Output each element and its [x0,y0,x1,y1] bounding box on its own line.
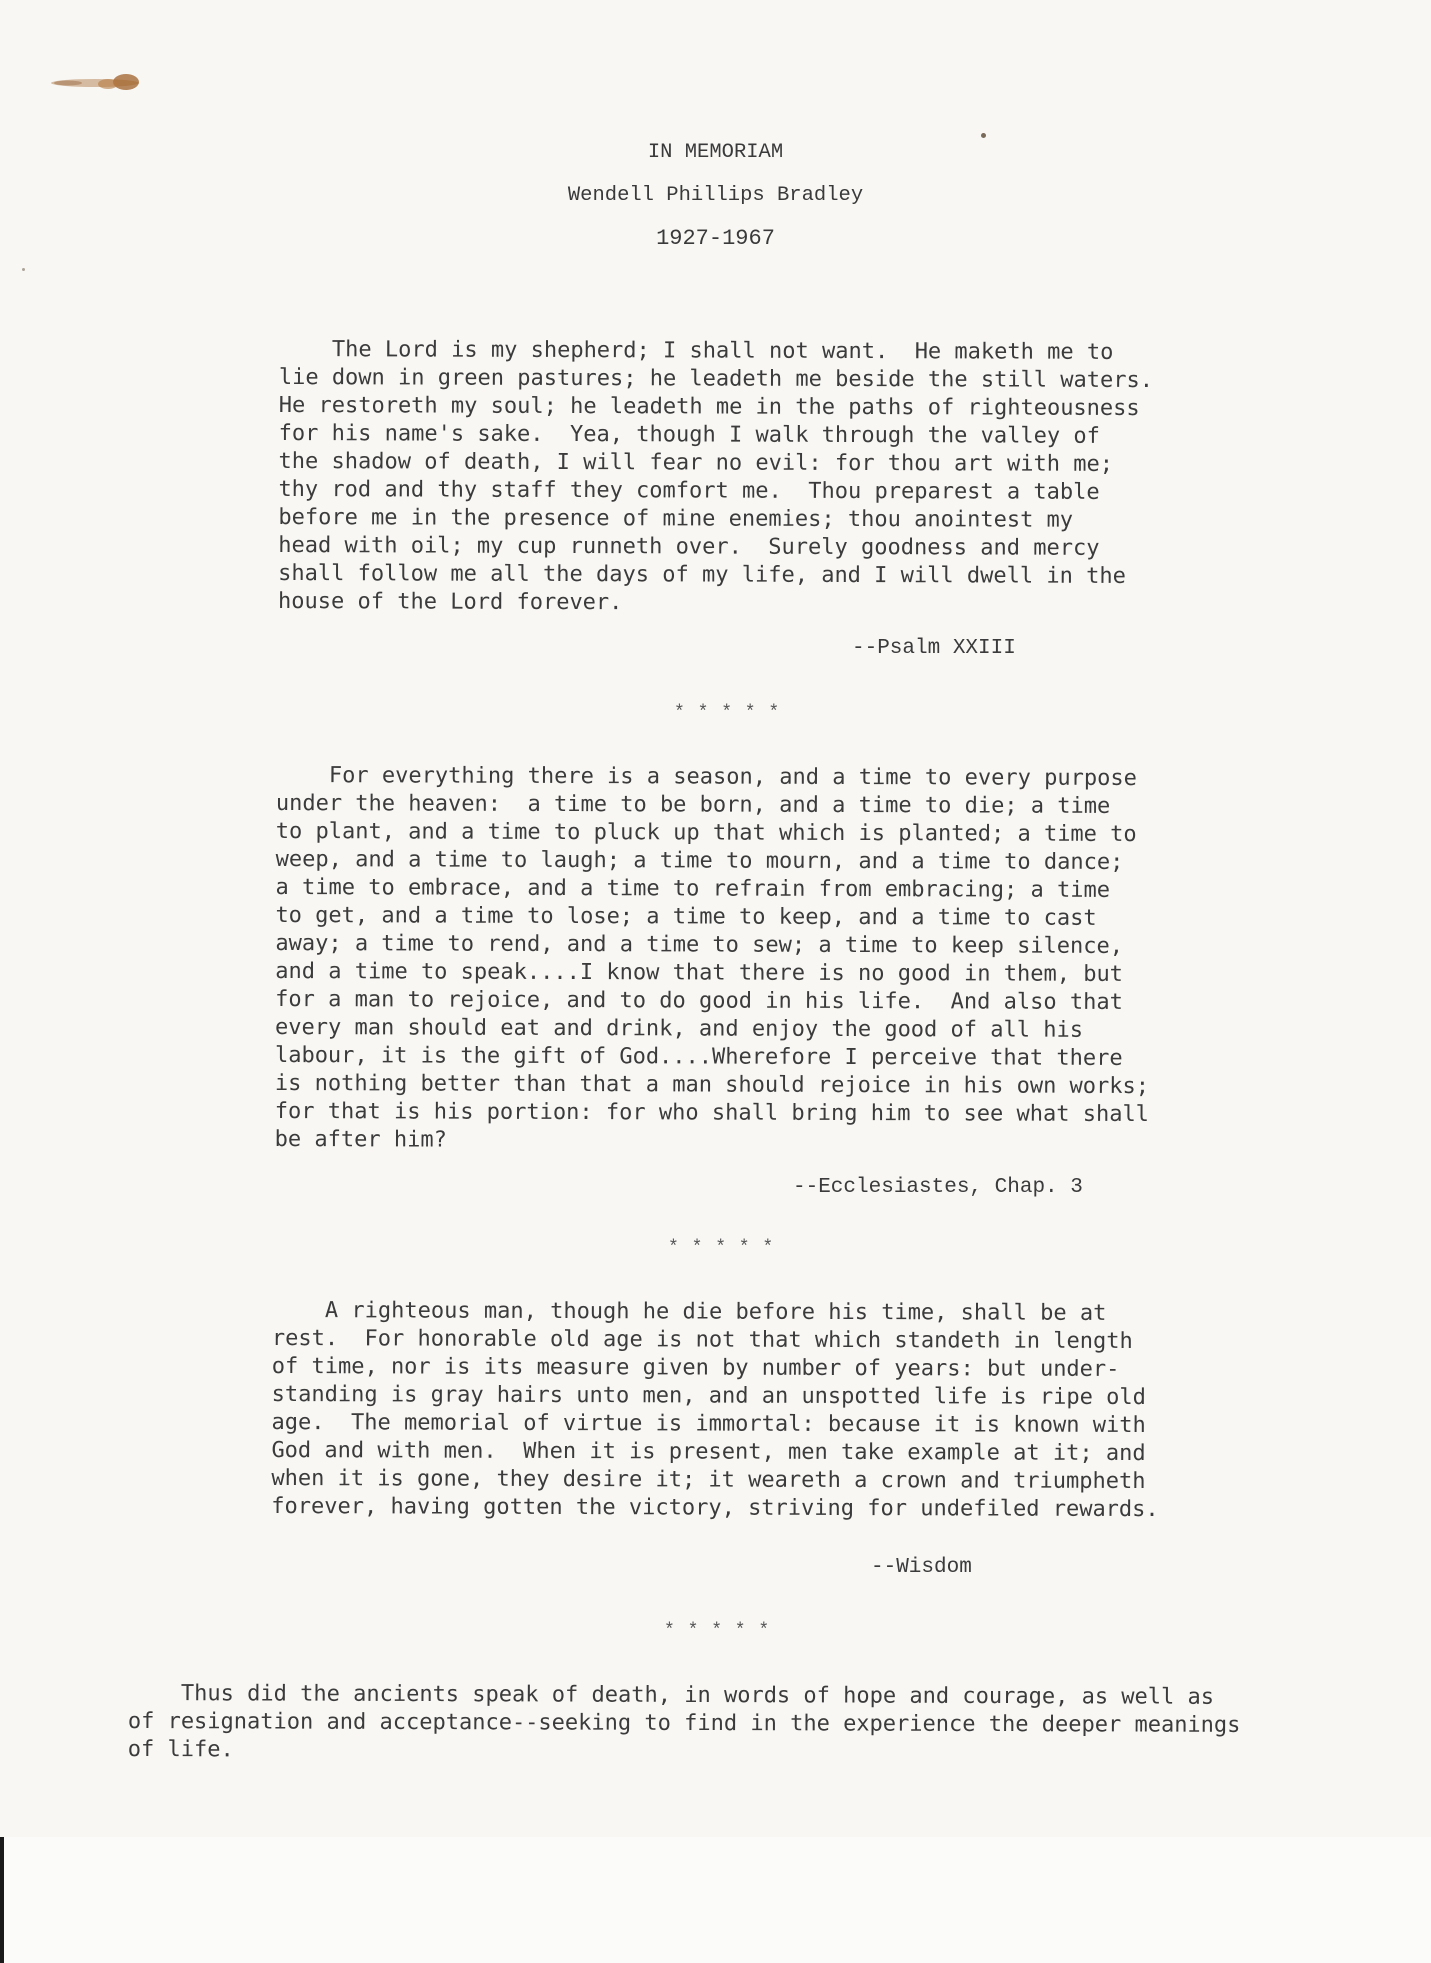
ecclesiastes-passage: For everything there is a season, and a time to every purpose under the heaven: a time to be born, and a time to die; a time to plant, and a time to pluck up that which is planted; a time to weep, and a time to laugh; a time to mourn, and a time to dance; a time to embrace, and a time to refrain from embracing; a time to get, and a time to lose; a time to keep, and a time to cast away; a time to rend, and a time to sew; a time to keep silence, and a time to speak....I know that there is no good in them, but for a man to rejoice, and to do good in his life. And also that every man should eat and drink, and enjoy the good of all his labour, it is the gift of God....Wherefore I perceive that there is nothing better than that a man should rejoice in his own works; for that is his portion: for who shall bring him to see what shall be after him? [274,763,1150,1153]
paper-speck [981,133,986,138]
section-separator: * * * * * [674,703,781,723]
psalm-source: --Psalm XXIII [852,637,1016,660]
section-separator: * * * * * [668,1238,775,1258]
wisdom-source: --Wisdom [871,1556,972,1579]
memorial-title: IN MEMORIAM [647,141,784,164]
closing-paragraph: Thus did the ancients speak of death, in words of hope and courage, as well as of resignation and acceptance--seeking to find in the experience the deeper meanings of life. [127,1681,1241,1763]
memorial-name: Wendell Phillips Bradley [567,184,864,207]
wisdom-passage: A righteous man, though he die before his time, shall be at rest. For honorable old age is not that which standeth in length of time, nor is its measure given by number of years: but under- standing is gray hairs unto men, and an unspotted life is ripe old age. The memorial of virtue is immortal: because it is known with God and with men. When it is present, men take example at it; and when it is gone, they desire it; it weareth a crown and triumpheth forever, having gotten the victory, striving for undefiled rewards. [271,1298,1159,1523]
psalm-passage: The Lord is my shepherd; I shall not want. He maketh me to lie down in green pastures; he leadeth me beside the still waters. He restoreth my soul; he leadeth me in the paths of righteousness for his name's sake. Yea, though I walk through the valley of the shadow of death, I will fear no evil: for thou art with me; thy rod and thy staff they comfort me. Thou preparest a table before me in the presence of mine enemies; thou anointest my head with oil; my cup runneth over. Surely goodness and mercy shall follow me all the days of my life, and I will dwell in the house of the Lord forever. [278,337,1154,616]
rust-stain-mark [48,72,142,94]
memorial-years: 1927-1967 [656,226,775,251]
scanner-edge-shadow [0,1837,4,1963]
section-separator: * * * * * [664,1621,771,1641]
paper-speck [22,268,25,271]
scanner-background [0,1837,1431,1963]
ecclesiastes-source: --Ecclesiastes, Chap. 3 [793,1176,1083,1199]
